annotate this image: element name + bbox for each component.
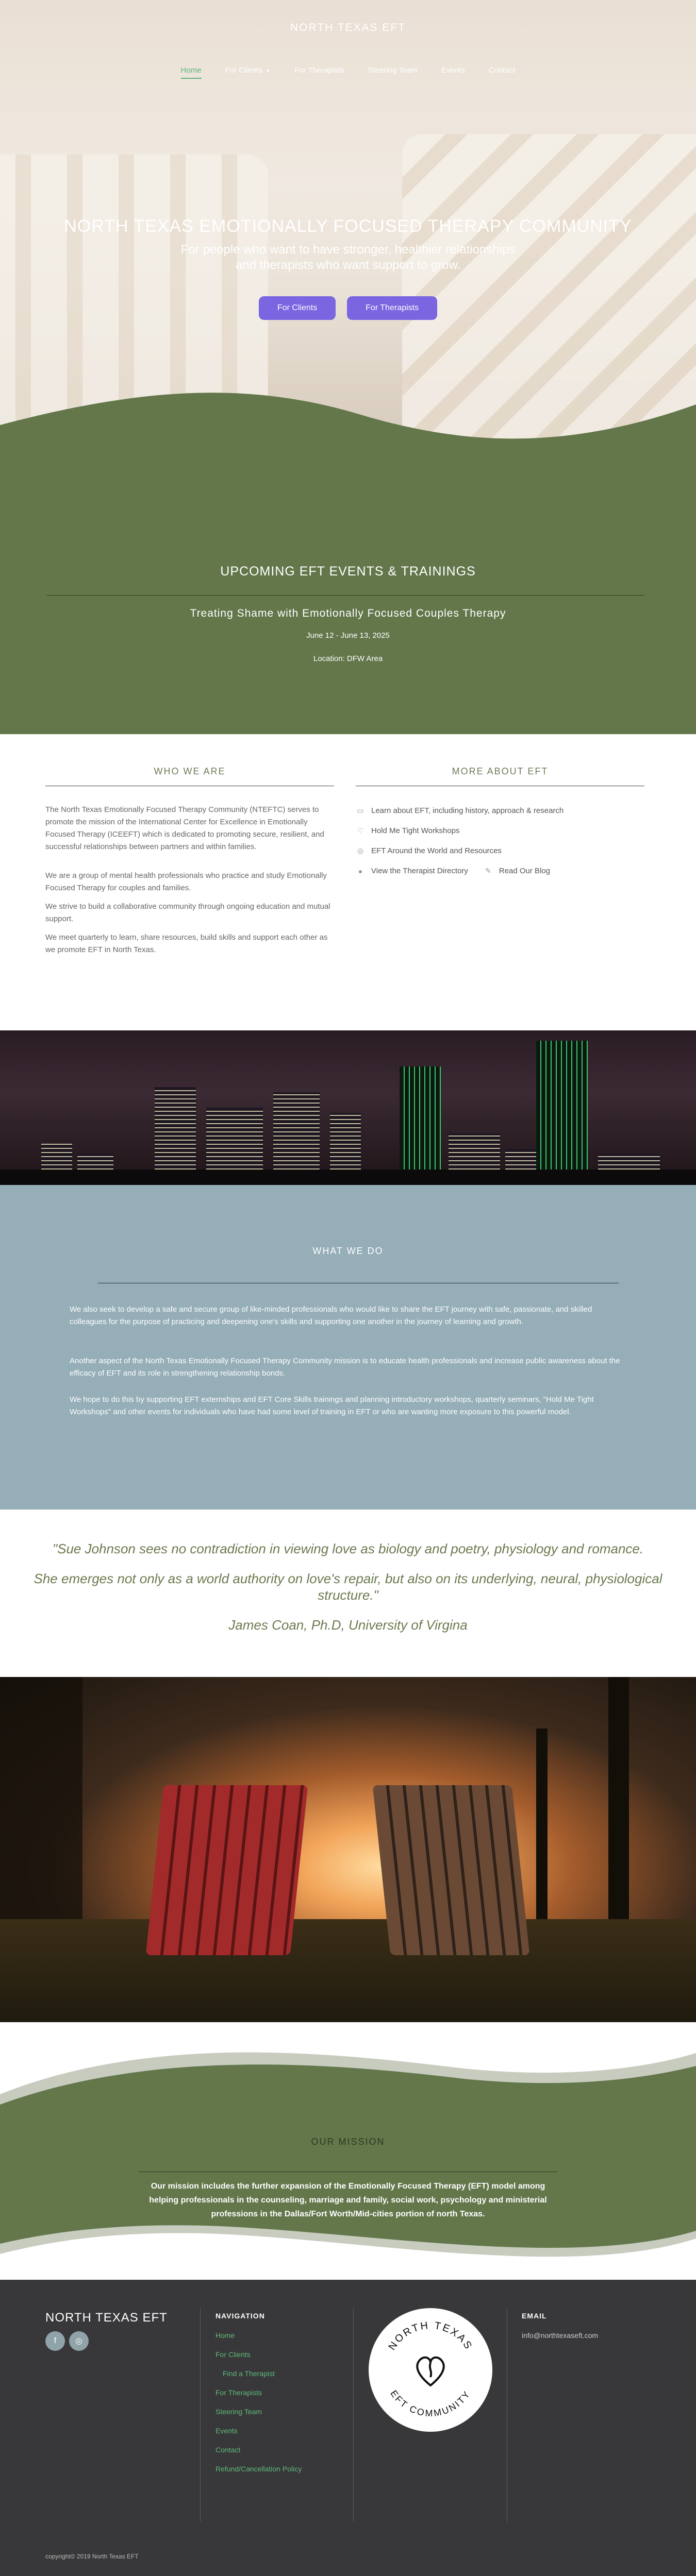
about-section	[0, 734, 696, 1030]
quote-section	[0, 1510, 696, 1677]
link-eft-around-world[interactable]: ◎ EFT Around the World and Resources	[356, 846, 644, 855]
more-about-links	[356, 806, 644, 887]
event-date: June 12 - June 13, 2025	[306, 631, 390, 640]
main-nav	[0, 66, 696, 79]
heart-icon	[417, 2358, 443, 2385]
what-we-do-paragraph: Another aspect of the North Texas Emotionally Focused Therapy Community mission is to educate health professionals and increase public awareness about the efficacy of EFT and its role in strengthening relationship bonds.	[70, 1357, 620, 1378]
nav-events[interactable]: Events	[441, 66, 465, 75]
footer-nav-contact[interactable]: Contact	[216, 2446, 241, 2454]
nav-home[interactable]: Home	[181, 66, 202, 79]
quote-author: James Coan, Ph.D, University of Virgina	[228, 1617, 468, 1633]
brown-chair	[373, 1785, 530, 1955]
link-hold-me-tight[interactable]: ♡ Hold Me Tight Workshops	[356, 826, 644, 835]
nav-for-clients[interactable]: For Clients ▼	[225, 66, 271, 75]
mission-text: Our mission includes the further expansion of the Emotionally Focused Therapy (EFT) model among helping professionals in the counseling, marriage and family, social work, psychology and ministerial professions in the Dallas/Fort Worth/Mid-cities portion of north Texas.	[149, 2182, 547, 2218]
footer-nav-refund-policy[interactable]: Refund/Cancellation Policy	[216, 2465, 302, 2473]
footer-nav-for-clients[interactable]: For Clients	[216, 2350, 251, 2359]
email-heading: EMAIL	[522, 2312, 547, 2320]
quote-line-1: "Sue Johnson sees no contradiction in viewing love as biology and poetry, physiology and romance.	[52, 1541, 644, 1556]
for-clients-button[interactable]: For Clients	[259, 296, 336, 320]
community-logo	[369, 2308, 492, 2432]
heart-icon: ♡	[357, 826, 364, 835]
mission-section	[0, 2022, 696, 2280]
footer-nav-find-therapist[interactable]: Find a Therapist	[223, 2369, 275, 2378]
footer-nav-steering-team[interactable]: Steering Team	[216, 2408, 262, 2416]
link-read-our-blog[interactable]: Read Our Blog	[499, 867, 551, 875]
who-we-are-heading: WHO WE ARE	[154, 766, 226, 776]
copyright: copyright© 2019 North Texas EFT	[45, 2553, 139, 2560]
globe-icon: ◎	[357, 846, 364, 855]
event-title[interactable]: Treating Shame with Emotionally Focused Couples Therapy	[190, 607, 506, 619]
footer-nav-for-therapists[interactable]: For Therapists	[216, 2388, 262, 2397]
adirondack-chairs-image	[0, 1677, 696, 2022]
site-title[interactable]: NORTH TEXAS EFT	[290, 22, 406, 33]
events-heading: UPCOMING EFT EVENTS & TRAININGS	[220, 564, 476, 579]
hero-heading: NORTH TEXAS EMOTIONALLY FOCUSED THERAPY COMMUNITY	[64, 216, 632, 236]
city-skyline-image	[0, 1030, 696, 1185]
events-section	[0, 466, 696, 734]
red-chair	[146, 1785, 308, 1955]
link-learn-about-eft[interactable]: ▭ Learn about EFT, including history, approach & research	[356, 806, 644, 815]
logo-text-bottom: EFT COMMUNITY	[388, 2388, 473, 2419]
hero-wave-divider	[0, 363, 696, 466]
hero-subheading: For people who want to have stronger, healthier relationships and therapists who want support to grow.	[180, 243, 516, 272]
about-paragraph: The North Texas Emotionally Focused Therapy Community (NTEFTC) serves to promote the mission of the International Center for Excellence in Emotionally Focused Therapy (ICEEFT) which is dedicated to promoting secure, resilient, and successful relationships between partners and within families.	[45, 805, 324, 851]
pencil-icon: ✎	[485, 867, 491, 875]
nav-steering-team[interactable]: Steering Team	[368, 66, 418, 75]
about-paragraph: We strive to build a collaborative community through ongoing education and mutual support.	[45, 902, 330, 923]
footer-nav	[216, 2331, 302, 2484]
what-we-do-paragraph: We hope to do this by supporting EFT externships and EFT Core Skills trainings and planning introductory workshops, quarterly seminars, "Hold Me Tight Workshops" and other events for individuals who have had some level of training in EFT or who are wanting more exposure to this powerful model.	[70, 1395, 594, 1416]
what-we-do-heading: WHAT WE DO	[312, 1246, 384, 1256]
footer	[0, 2280, 696, 2576]
instagram-icon[interactable]: ◎	[69, 2331, 89, 2351]
email-link[interactable]: info@northtexaseft.com	[522, 2331, 599, 2340]
facebook-icon[interactable]: f	[45, 2331, 65, 2351]
footer-nav-home[interactable]: Home	[216, 2331, 235, 2340]
nav-for-therapists[interactable]: For Therapists	[294, 66, 344, 75]
what-we-do-paragraph: We also seek to develop a safe and secure group of like-minded professionals who would like to share the EFT journey with safe, passionate, and skilled colleagues for the purpose of practicing and deepening one's skills and supporting one another in the journey of learning and growth.	[70, 1305, 592, 1326]
logo-text-top: NORTH TEXAS	[386, 2319, 475, 2352]
svg-text:NORTH TEXAS	[386, 2320, 474, 2352]
more-about-eft-heading: MORE ABOUT EFT	[452, 766, 549, 776]
what-we-do-section	[0, 1185, 696, 1510]
divider	[353, 2308, 354, 2522]
hero-buttons	[0, 296, 696, 320]
svg-text:EFT COMMUNITY	[388, 2388, 472, 2418]
quote-line-2: She emerges not only as a world authority on love's repair, but also on its underlying, neural, physiological structure."	[34, 1571, 662, 1603]
footer-nav-events[interactable]: Events	[216, 2427, 238, 2435]
event-location: Location: DFW Area	[313, 654, 383, 663]
about-paragraph: We meet quarterly to learn, share resources, build skills and support each other as we promote EFT in North Texas.	[45, 933, 328, 954]
mission-wave-band	[0, 2022, 696, 2280]
about-paragraph: We are a group of mental health professionals who practice and study Emotionally Focused Therapy for couples and families.	[45, 871, 327, 892]
chevron-down-icon: ▼	[266, 69, 271, 74]
hero-section	[0, 0, 696, 466]
user-icon: ●	[358, 867, 363, 875]
divider	[46, 595, 644, 596]
mission-heading: OUR MISSION	[311, 2137, 385, 2147]
for-therapists-button[interactable]: For Therapists	[347, 296, 437, 320]
link-therapist-directory[interactable]: View the Therapist Directory	[371, 867, 468, 875]
divider	[200, 2308, 201, 2522]
footer-brand: NORTH TEXAS EFT	[45, 2311, 168, 2325]
footer-nav-heading: NAVIGATION	[216, 2312, 265, 2320]
book-icon: ▭	[357, 806, 364, 815]
nav-contact[interactable]: Contact	[488, 66, 516, 75]
social-links	[45, 2331, 89, 2351]
